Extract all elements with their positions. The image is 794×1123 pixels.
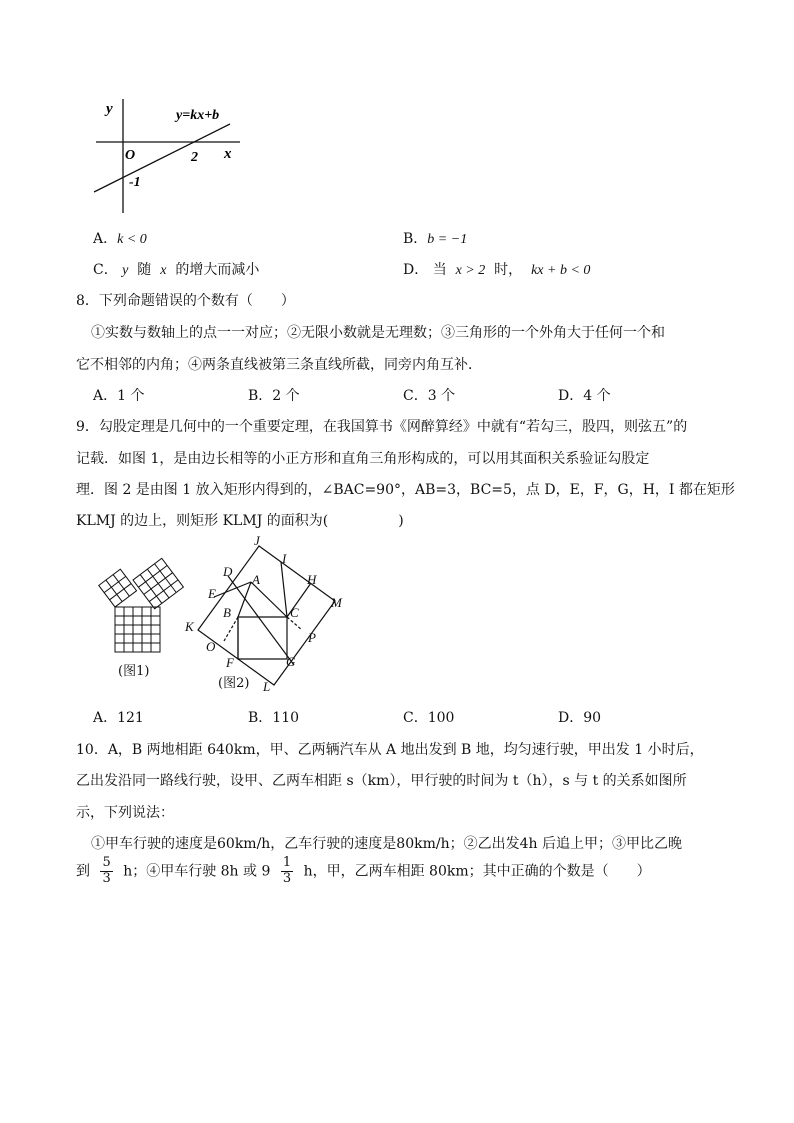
option-text: k < 0: [117, 232, 147, 247]
origin-label: O: [125, 148, 136, 163]
x-axis-label: x: [224, 146, 232, 162]
q8-statement-line: ①实数与数轴上的点一一对应；②无限小数就是无理数；③三角形的一个外角大于任何一个和: [91, 325, 665, 341]
q8-option-c[interactable]: C．3 个: [403, 388, 456, 404]
label-d: D: [223, 564, 233, 579]
fraction-denominator: 3: [102, 870, 111, 886]
label-a: A: [252, 572, 260, 587]
option-text: 当: [432, 262, 447, 278]
q10-stem-line: 示，下列说法：: [76, 805, 174, 821]
line-a-c: [251, 582, 287, 617]
q8-statement-line: 它不相邻的内角；④两条直线被第三条直线所截，同旁内角互补．: [76, 357, 482, 373]
function-line: [94, 124, 230, 192]
label-p: P: [308, 630, 316, 645]
line-e-a: [214, 582, 251, 597]
square-5x5-grid: [115, 607, 160, 652]
q8-option-a[interactable]: A．1 个: [93, 388, 145, 404]
q10-statement-line: ①甲车行驶的速度是60km/h，乙车行驶的速度是80km/h；②乙出发4h 后追上甲；③甲比乙晚: [91, 836, 682, 852]
fraction-five-thirds: [100, 856, 112, 885]
option-text: b = −1: [427, 232, 468, 247]
label-g: G: [286, 654, 296, 669]
x-intercept-label: 2: [191, 150, 198, 165]
q9-stem-line: KLMJ 的边上，则矩形 KLMJ 的面积为( ): [76, 513, 404, 529]
option-letter: D．: [403, 262, 429, 278]
label-f: F: [226, 655, 234, 670]
q7-option-d[interactable]: [403, 259, 590, 279]
figure-2-rectangle-klmj: [180, 535, 360, 695]
option-letter: A．: [93, 231, 118, 247]
option-text: 随: [137, 262, 152, 278]
text-segment: 到: [76, 863, 90, 880]
option-text: 的增大而减小: [175, 262, 260, 278]
figure-1-pythagoras-grids: [90, 552, 190, 662]
label-i: I: [282, 551, 287, 566]
label-k: K: [185, 619, 194, 634]
square-3x3-grid: [99, 569, 137, 607]
y-intercept-label: -1: [129, 175, 141, 190]
label-b: B: [223, 605, 231, 620]
line-b-o: [224, 617, 238, 641]
q9-option-b[interactable]: B．110: [248, 710, 300, 726]
line-a-b: [238, 582, 251, 617]
q9-option-c[interactable]: C．100: [403, 710, 455, 726]
label-l: L: [263, 679, 271, 694]
linear-function-graph: [90, 95, 250, 220]
figure-2-caption: (图2): [218, 676, 250, 691]
rectangle-klmj: [198, 546, 335, 685]
figure-1-caption: (图1): [118, 664, 150, 679]
q9-stem-line: 记载．如图 1，是由边长相等的小正方形和直角三角形构成的，可以用其面积关系验证勾股定: [76, 451, 650, 467]
label-c: C: [290, 605, 299, 620]
q8-option-b[interactable]: B．2 个: [248, 388, 300, 404]
q9-option-a[interactable]: A．121: [93, 710, 144, 726]
option-letter: B．: [403, 231, 428, 247]
line-label: y=kx+b: [176, 108, 220, 123]
q10-stem-line: 乙出发沿同一路线行驶，设甲、乙两车相距 s（km），甲行驶的时间为 t（h），s 与 t 的关系如图所: [76, 773, 687, 789]
option-math: x > 2: [455, 263, 486, 278]
label-m: M: [331, 595, 342, 610]
option-var-x: x: [160, 263, 167, 278]
fraction-numerator: 1: [282, 855, 292, 870]
option-text: 时，: [494, 262, 523, 278]
label-o: O: [206, 639, 216, 654]
label-j: J: [254, 535, 260, 548]
label-h: H: [307, 572, 317, 587]
text-segment: h，甲，乙两车相距 80km；其中正确的个数是（ ）: [303, 863, 651, 880]
q8-option-d[interactable]: D．4 个: [558, 388, 611, 404]
fraction-numerator: 5: [102, 855, 111, 870]
square-4x4-grid: [133, 558, 183, 608]
option-math: kx + b < 0: [531, 263, 591, 278]
q10-stem-line: 10．A，B 两地相距 640km，甲、乙两辆汽车从 A 地出发到 B 地，均匀速行驶，甲出发 1 小时后，: [76, 742, 704, 758]
line-i-c: [281, 562, 287, 617]
option-var-y: y: [122, 263, 129, 278]
text-segment: h；④甲车行驶 8h 或 9: [123, 863, 271, 880]
q7-option-a[interactable]: [93, 228, 147, 248]
y-axis-label: y: [106, 101, 113, 117]
q9-stem-line: 9．勾股定理是几何中的一个重要定理，在我国算书《网醉算经》中就有“若勾三，股四，则弦五”的: [76, 419, 688, 435]
fraction-one-third: [281, 856, 293, 885]
q7-option-c[interactable]: [93, 259, 259, 279]
option-letter: C．: [93, 262, 118, 278]
q9-option-d[interactable]: D．90: [558, 710, 602, 726]
q10-statement-line-with-fractions: [76, 856, 651, 885]
label-e: E: [208, 586, 216, 601]
q7-option-b[interactable]: [403, 228, 467, 248]
q8-stem: 8．下列命题错误的个数有（ ）: [76, 293, 295, 309]
q9-stem-line: 理．图 2 是由图 1 放入矩形内得到的，∠BAC=90°，AB=3，BC=5，点 D，E，F，G，H，I 都在矩形: [76, 482, 735, 498]
fraction-denominator: 3: [282, 870, 292, 886]
